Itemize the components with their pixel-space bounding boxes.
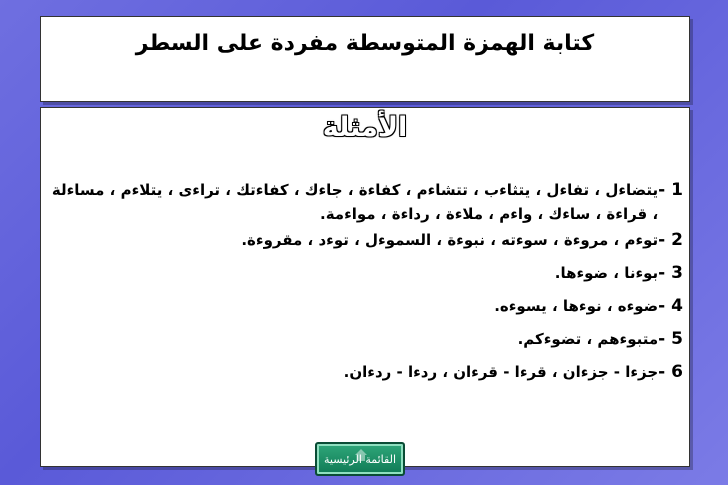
examples-list	[47, 178, 683, 393]
home-menu-button[interactable]	[315, 442, 405, 476]
example-text: بوءنا ، ضوءها.	[554, 264, 659, 282]
example-number: 6 -	[658, 362, 683, 382]
example-number: 3 -	[658, 263, 683, 283]
example-line	[47, 294, 683, 318]
example-number: 4 -	[658, 296, 683, 316]
page-title: كتابة الهمزة المتوسطة مفردة على السطر	[135, 31, 595, 56]
example-line	[47, 327, 683, 351]
example-number: 2 -	[658, 230, 683, 250]
example-text: يتضاءل ، تفاءل ، يتثاءب ، تتشاءم ، كفاءة ، جاءك ، كفاءتك ، تراءى ، يتلاءم ، مساءلة ، قراءة ، ساءك ، واءم ، ملاءة ، رداءة ، مواءمة.	[51, 181, 659, 223]
example-text: جزءا - جزءان ، قرءا - قرءان ، ردءا - ردءان.	[343, 363, 659, 381]
example-number: 1 -	[658, 180, 683, 200]
example-line	[47, 228, 683, 252]
example-line	[47, 360, 683, 384]
example-number: 5 -	[658, 329, 683, 349]
home-menu-label: القائمة الرئيسية	[323, 452, 397, 466]
example-line	[47, 178, 683, 226]
content-panel	[40, 107, 690, 467]
example-text: متبوءهم ، تضوءكم.	[517, 330, 659, 348]
title-panel	[40, 16, 690, 102]
example-text: توءم ، مروءة ، سوءته ، نبوءة ، السموءل ، توءد ، مقروءة.	[241, 231, 659, 249]
examples-heading: الأمثلة	[322, 112, 408, 143]
example-line	[47, 261, 683, 285]
example-text: ضوءه ، نوءها ، يسوءه.	[494, 297, 659, 315]
